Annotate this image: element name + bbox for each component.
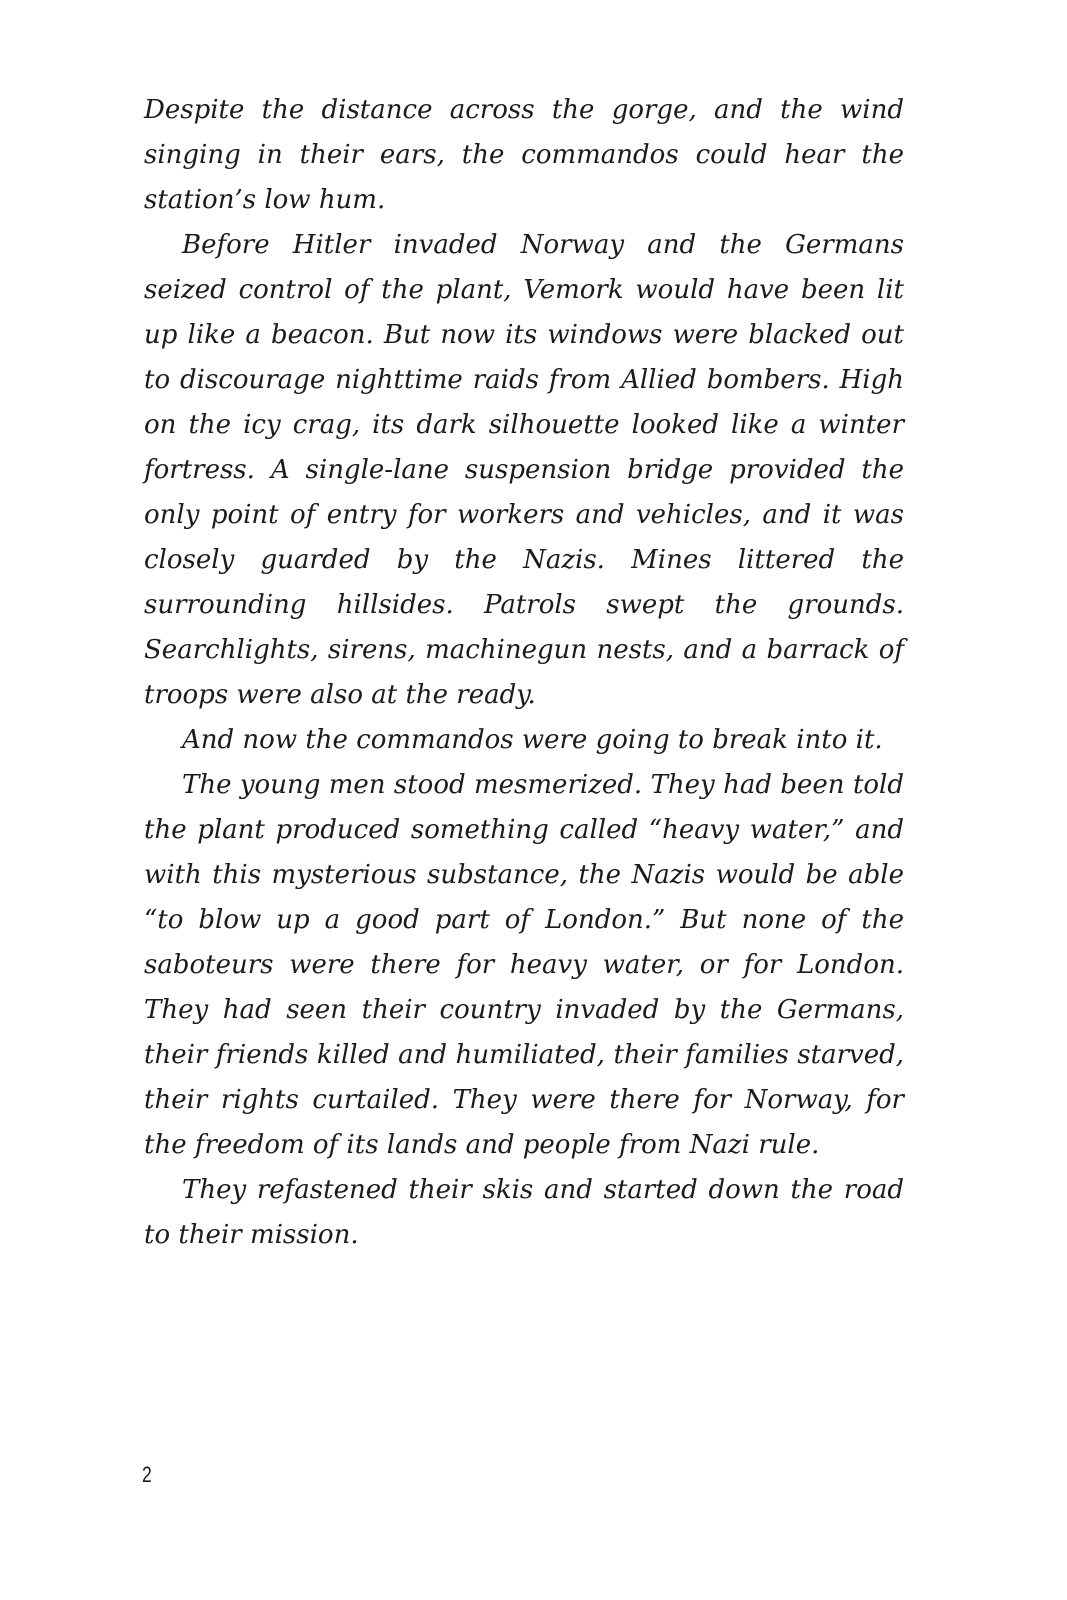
paragraph-1: Despite the distance across the gorge, and the wind singing in their ears, the commandos could hear the station’s low hum. [144, 95, 904, 215]
paragraph-2: Before Hitler invaded Norway and the Germans seized control of the plant, Vemork would have been lit up like a beacon. But now its windows were blacked out to discourage nighttime raids from Allied bombers. High on the icy crag, its dark silhouette looked like a winter fortress. A single-lane suspension bridge provided the only point of entry for workers and vehicles, and it was closely guarded by the Nazis. Mines littered the surrounding hillsides. Patrols swept the grounds. Searchlights, sirens, machinegun nests, and a barrack of troops were also at the ready. [144, 230, 904, 710]
paragraph-5: They refastened their skis and started down the road to their mission. [144, 1175, 904, 1250]
page-number: 2 [142, 1462, 152, 1487]
paragraph-4: The young men stood mesmerized. They had been told the plant produced something called “heavy water,” and with this mysterious substance, the Nazis would be able “to blow up a good part of London.” But none of the saboteurs were there for heavy water, or for London. They had seen their country invaded by the Germans, their friends killed and humiliated, their families starved, their rights curtailed. They were there for Norway, for the freedom of its lands and people from Nazi rule. [144, 770, 904, 1160]
body-text [144, 88, 904, 1258]
paragraph-3: And now the commandos were going to break into it. [182, 725, 883, 755]
